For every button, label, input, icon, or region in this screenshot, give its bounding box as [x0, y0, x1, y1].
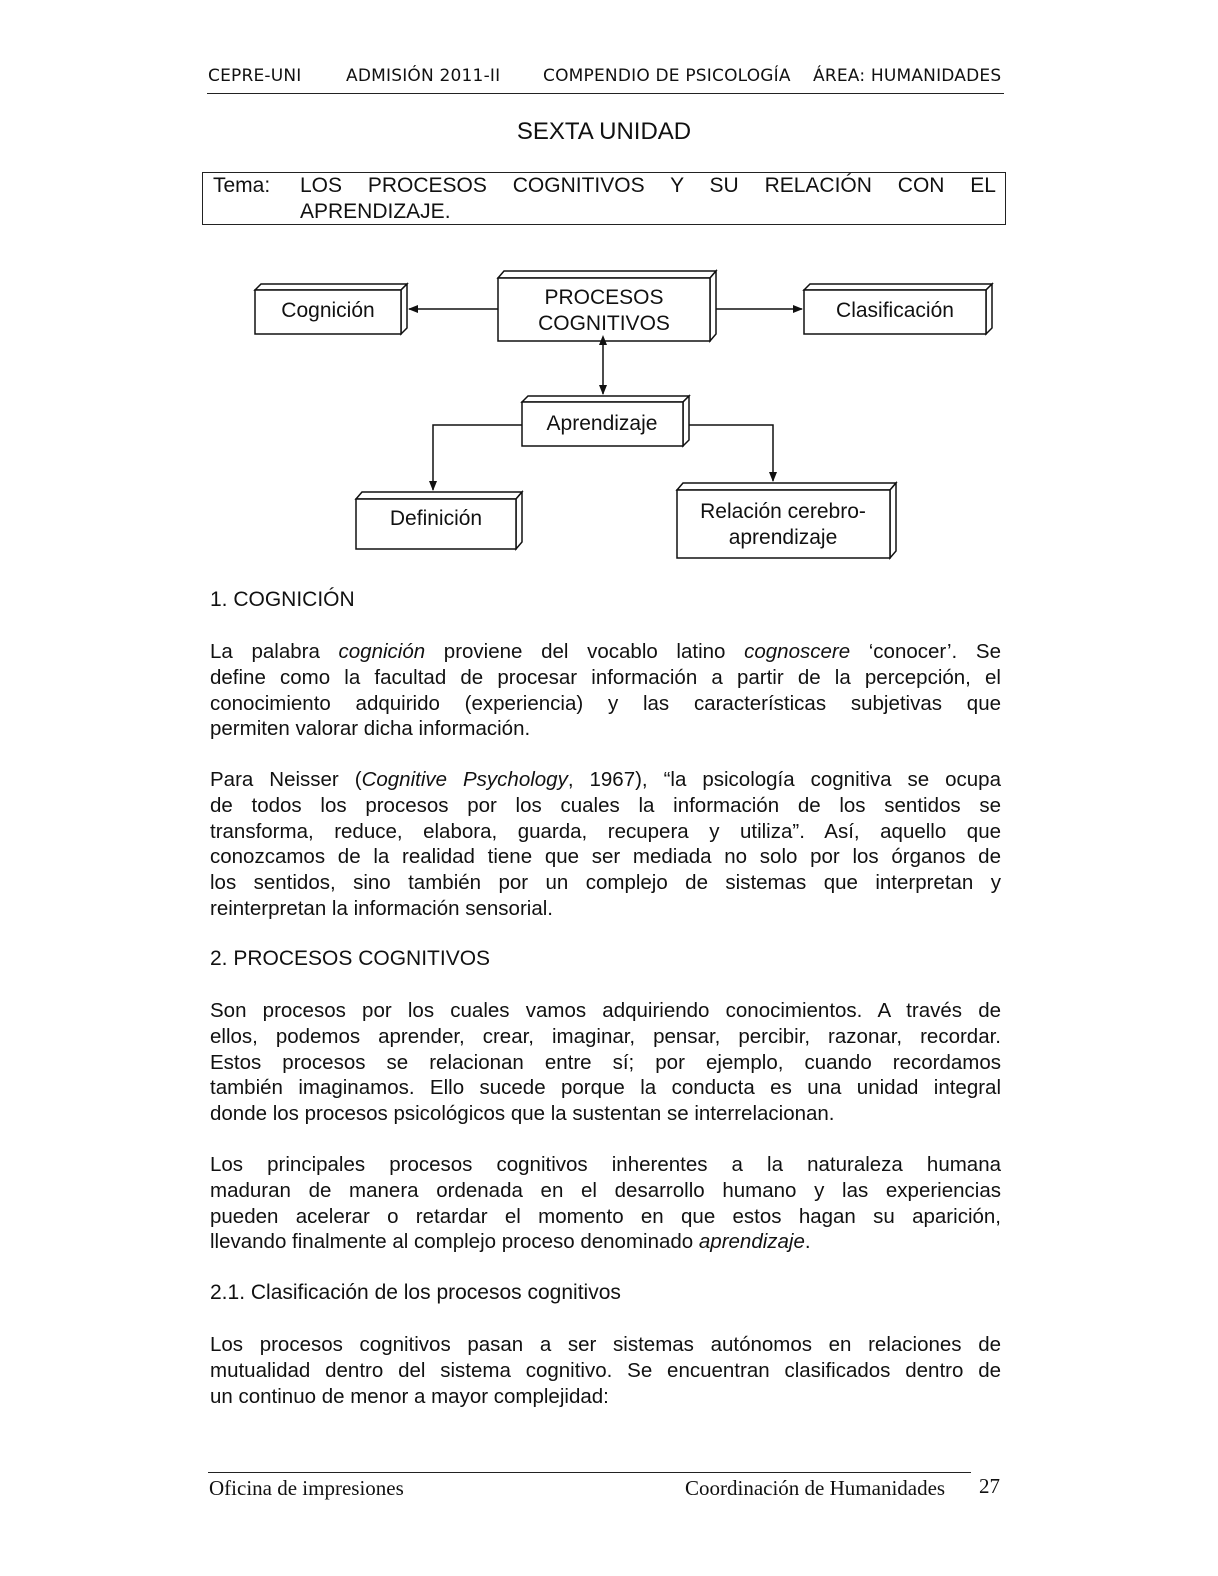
node-clasificacion-label: Clasificación [836, 299, 954, 322]
section-2-heading: 2. PROCESOS COGNITIVOS [210, 947, 491, 970]
node-clasificacion [804, 284, 992, 334]
topic-label: Tema: [213, 174, 271, 197]
section-1-paragraph-2: Para Neisser (Cognitive Psychology, 1967), “la psicología cognitiva se ocupa de todos los procesos por los cuales la información de los sentidos se transforma, reduce, elabora, guarda, recupera y utiliza”. Así, aquello que conozcamos de la realidad tiene que ser mediada no solo por los órganos de los sentidos, sino también por un complejo de sistemas que interpretan y reinterpretan la información sensorial. [210, 768, 1001, 920]
section-1-paragraph-1: La palabra cognición proviene del vocablo latino cognoscere ‘conocer’. Se define como la facultad de procesar información a partir de la percepción, el conocimiento adquirido (experiencia) y las características subjetivas que permiten valorar dicha información. [210, 640, 1001, 741]
header-compendium: COMPENDIO DE PSICOLOGÍA [543, 66, 791, 86]
node-procesos-line1: PROCESOS [544, 286, 664, 309]
node-cognicion [255, 284, 407, 334]
node-relacion-line2: aprendizaje [728, 526, 838, 549]
section-2-1-heading: 2.1. Clasificación de los procesos cognitivos [210, 1281, 621, 1304]
topic-line-1: LOS PROCESOS COGNITIVOS Y SU RELACIÓN CON EL [300, 174, 996, 197]
concept-diagram [0, 0, 1218, 600]
section-2-paragraph-1: Son procesos por los cuales vamos adquiriendo conocimientos. A través de ellos, podemos aprender, crear, imaginar, pensar, percibir, razonar, recordar. Estos procesos se relacionan entre sí; por ejemplo, cuando recordamos también imaginamos. Ello sucede porque la conducta es una unidad integral donde los procesos psicológicos que la sustentan se interrelacionan. [210, 999, 1001, 1126]
footer-rule [208, 1472, 971, 1473]
topic-line-2: APRENDIZAJE. [300, 200, 451, 223]
section-1-heading: 1. COGNICIÓN [210, 588, 355, 611]
footer-left: Oficina de impresiones [209, 1476, 404, 1500]
page-number: 27 [979, 1474, 1000, 1498]
header-institution: CEPRE-UNI [208, 66, 302, 86]
node-procesos-cognitivos [498, 271, 716, 341]
arrow-to-definicion [433, 425, 522, 490]
footer-right: Coordinación de Humanidades [685, 1476, 946, 1500]
node-definicion-label: Definición [389, 507, 483, 530]
node-relacion-line1: Relación cerebro- [700, 500, 866, 523]
node-aprendizaje [522, 396, 689, 446]
header-admission: ADMISIÓN 2011-II [346, 66, 501, 86]
node-aprendizaje-label: Aprendizaje [546, 412, 658, 435]
node-procesos-line2: COGNITIVOS [538, 312, 670, 335]
node-definicion [356, 492, 522, 549]
section-2-paragraph-2: Los principales procesos cognitivos inherentes a la naturaleza humana maduran de manera ordenada en el desarrollo humano y las experiencias pueden acelerar o retardar el momento en que estos hagan su aparición, llevando finalmente al complejo proceso denominado aprendizaje. [210, 1153, 1001, 1254]
unit-title: SEXTA UNIDAD [516, 118, 692, 145]
header-area: ÁREA: HUMANIDADES [813, 66, 1002, 86]
node-relacion-cerebro-aprendizaje [677, 483, 896, 558]
node-cognicion-label: Cognición [281, 299, 375, 322]
arrow-to-relacion [689, 425, 773, 481]
section-2-1-paragraph-1: Los procesos cognitivos pasan a ser sistemas autónomos en relaciones de mutualidad dentro del sistema cognitivo. Se encuentran clasificados dentro de un continuo de menor a mayor complejidad: [210, 1333, 1001, 1408]
